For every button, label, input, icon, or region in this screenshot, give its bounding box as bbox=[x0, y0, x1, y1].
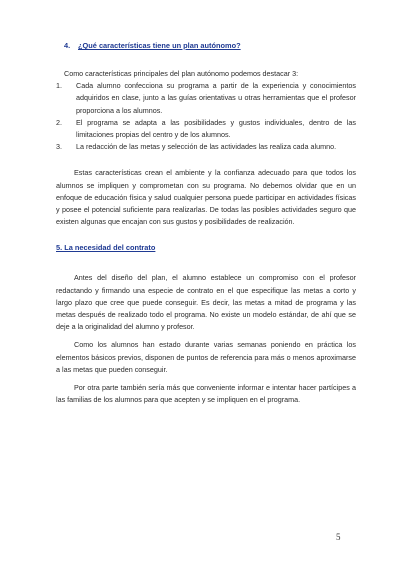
list-marker: 3. bbox=[56, 142, 62, 152]
list-item bbox=[56, 80, 356, 117]
page-number: 5 bbox=[336, 532, 341, 542]
section-4-heading bbox=[56, 40, 356, 52]
paragraph-references: Como los alumnos han estado durante varias semanas poniendo en práctica los elementos básicos previos, disponen de puntos de referencia para más o menos aproximarse a las metas que pueden conseguir. bbox=[56, 340, 356, 374]
list-item-text: La redacción de las metas y selección de las actividades las realiza cada alumno. bbox=[76, 142, 337, 152]
section-5-title: 5. La necesidad del contrato bbox=[56, 243, 156, 253]
characteristics-list bbox=[56, 80, 356, 153]
list-item bbox=[56, 117, 356, 141]
list-item bbox=[56, 141, 356, 153]
list-item-text: El programa se adapta a las posibilidades y gustos individuales, dentro de las limitaciones propias del centro y de los alumnos. bbox=[76, 117, 356, 140]
section-4-number: 4. bbox=[64, 41, 71, 50]
list-marker: 1. bbox=[56, 81, 62, 91]
page-content bbox=[56, 40, 356, 406]
section-5-heading bbox=[56, 242, 356, 254]
list-marker: 2. bbox=[56, 117, 62, 127]
intro-text: Como características principales del plan autónomo podemos destacar 3: bbox=[64, 69, 299, 78]
paragraph-families: Por otra parte también sería más que conveniente informar e intentar hacer partícipes a las familias de los alumnos para que acepten y se impliquen en el programa. bbox=[56, 383, 356, 405]
paragraph-contract: Antes del diseño del plan, el alumno establece un compromiso con el profesor redactando y firmando una especie de contrato en el que especifique las metas a corto y largo plazo que cree que puede conseguir. Es decir, las metas a mitad de programa y las metas después de realizado todo el programa. No existe un modelo estándar, de ahí que se deje a la originalidad del alumno y profesor. bbox=[56, 273, 356, 332]
list-item-text: Cada alumno confecciona su programa a partir de la experiencia y conocimientos adquiridos en clase, junto a las guías orientativas u otras herramientas que el profesor proporciona a los alumnos. bbox=[76, 81, 356, 115]
paragraph-characteristics: Estas características crean el ambiente y la confianza adecuado para que todos los alumnos se impliquen y comprometan con su programa. No debemos olvidar que en un enfoque de educación física y salud cualquier persona puede participar en actividades físicas y posee el potencial suficiente para realizarlas. De todas las posibles actividades seguro que existen algunas que encajan con sus gustos y posibilidades de realización. bbox=[56, 168, 356, 227]
section-4-title: ¿Qué características tiene un plan autónomo? bbox=[78, 41, 241, 50]
